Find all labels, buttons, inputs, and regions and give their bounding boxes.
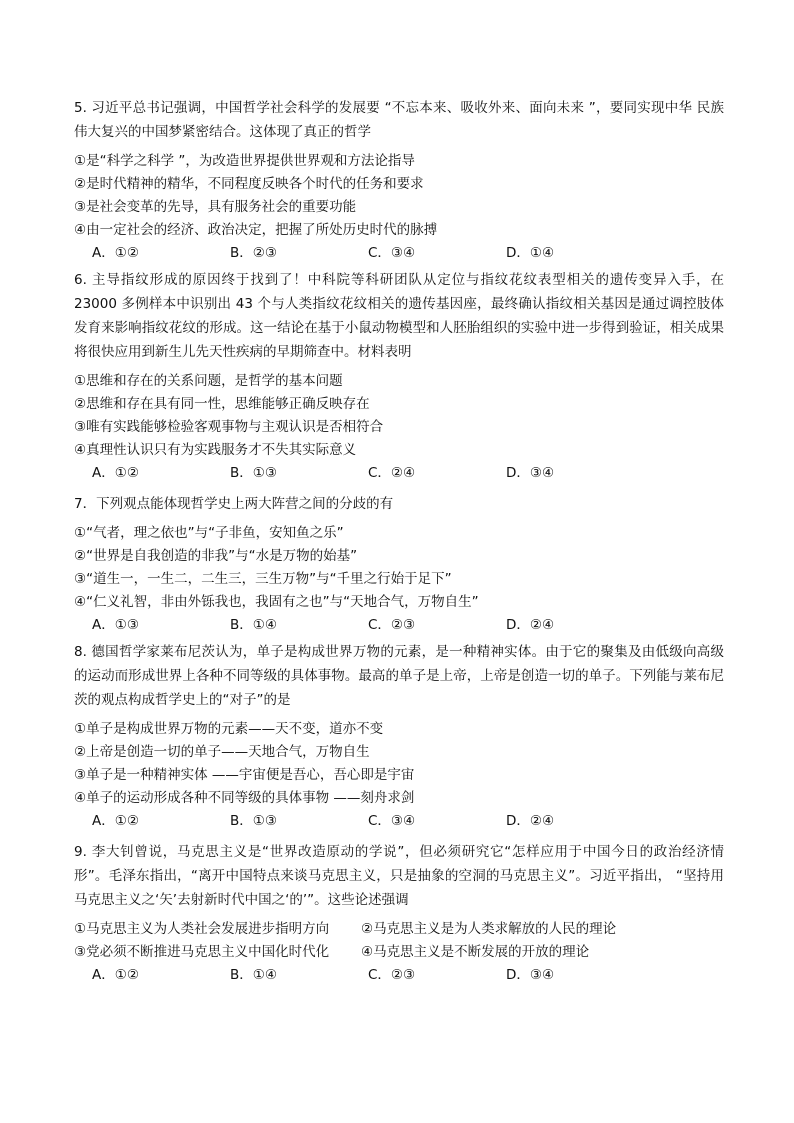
choice-b[interactable]: B．①③ (230, 465, 277, 481)
statement: ②思维和存在具有同一性，思维能够正确反映存在 (74, 396, 370, 412)
question-stem: 8. 德国哲学家莱布尼茨认为，单子是构成世界万物的元素，是一种精神实体。由于它的聚集及由低级向高级的运动而形成世界上各种不同等级的具体事物。最高的单子是上帝，上帝是创造一切的单子。下列能与莱布尼茨的观点构成哲学史上的“对子”的是 (74, 644, 724, 708)
statement: ①“气者，理之依也”与“子非鱼，安知鱼之乐” (74, 525, 344, 541)
answer-choices (74, 242, 724, 265)
statement: ③单子是一种精神实体 ——宇宙便是吾心，吾心即是宇宙 (74, 767, 415, 783)
choice-a[interactable]: A．①② (92, 465, 139, 481)
choice-d[interactable]: D．①④ (506, 245, 555, 261)
statement: ②马克思主义是为人类求解放的人民的理论 (361, 921, 617, 937)
choice-b[interactable]: B．①④ (230, 617, 277, 633)
statement-row (74, 918, 724, 941)
question-stem: 5. 习近平总书记强调，中国哲学社会科学的发展要 “不忘本来、吸收外来、面向未来 ”，要同实现中华 民族伟大复兴的中国梦紧密结合。这体现了真正的哲学 (74, 100, 724, 140)
question-5 (74, 96, 724, 265)
statement-list (74, 522, 724, 614)
statement: ①思维和存在的关系问题，是哲学的基本问题 (74, 373, 343, 389)
choice-a[interactable]: A．①② (92, 245, 139, 261)
question-8 (74, 640, 724, 833)
choice-c[interactable]: C．②③ (368, 617, 416, 633)
statement: ④马克思主义是不断发展的开放的理论 (361, 944, 590, 960)
choice-b[interactable]: B．①③ (230, 813, 277, 829)
statement: ③唯有实践能够检验客观事物与主观认识是否相符合 (74, 419, 384, 435)
choice-b[interactable]: B．①④ (230, 967, 277, 983)
choice-a[interactable]: A．①② (92, 967, 139, 983)
statement: ③党必须不断推进马克思主义中国化时代化 (74, 944, 330, 960)
statement-row (74, 941, 724, 964)
choice-c[interactable]: C．②④ (368, 465, 416, 481)
choice-a[interactable]: A．①③ (92, 617, 139, 633)
answer-choices (74, 462, 724, 485)
choice-c[interactable]: C．③④ (368, 245, 416, 261)
question-stem: 6. 主导指纹形成的原因终于找到了！中科院等科研团队从定位与指纹花纹表型相关的遗传变异入手，在 23000 多例样本中识别出 43 个与人类指纹花纹相关的遗传基因座，最终确认指纹相关基因是通过调控肢体发育来影响指纹花纹的形成。这一结论在基于小鼠动物模型和人胚胎组织的实验中进一步得到验证，相关成果将很快应用到新生儿先天性疾病的早期筛查中。材料表明 (74, 272, 724, 360)
choice-d[interactable]: D．②④ (506, 813, 555, 829)
choice-c[interactable]: C．②③ (368, 967, 416, 983)
choice-d[interactable]: D．③④ (506, 967, 555, 983)
statement: ②“世界是自我创造的非我”与“水是万物的始基” (74, 548, 358, 564)
choice-a[interactable]: A．①② (92, 813, 139, 829)
answer-choices (74, 810, 724, 833)
statement-list (74, 150, 724, 242)
statement: ③是社会变革的先导，具有服务社会的重要功能 (74, 199, 357, 215)
statement-list (74, 370, 724, 462)
statement: ①单子是构成世界万物的元素——天不变，道亦不变 (74, 721, 384, 737)
statement: ③“道生一，一生二，二生三，三生万物”与“千里之行始于足下” (74, 571, 452, 587)
choice-c[interactable]: C．③④ (368, 813, 416, 829)
choice-b[interactable]: B．②③ (230, 245, 277, 261)
statement: ④“仁义礼智，非由外铄我也，我固有之也”与“天地合气，万物自生” (74, 594, 479, 610)
statement: ②上帝是创造一切的单子——天地合气，万物自生 (74, 744, 370, 760)
statement: ②是时代精神的精华，不同程度反映各个时代的任务和要求 (74, 176, 424, 192)
choice-d[interactable]: D．②④ (506, 617, 555, 633)
question-stem: 9. 李大钊曾说，马克思主义是“世界改造原动的学说”，但必须研究它“怎样应用于中国今日的政治经济情形”。毛泽东指出，“离开中国特点来谈马克思主义，只是抽象的空洞的马克思主义”。习近平指出， “坚持用马克思主义之‘矢’去射新时代中国之‘的’”。这些论述强调 (74, 844, 724, 908)
statement: ①马克思主义为人类社会发展进步指明方向 (74, 921, 330, 937)
question-stem: 7．下列观点能体现哲学史上两大阵营之间的分歧的有 (74, 496, 394, 512)
choice-d[interactable]: D．③④ (506, 465, 555, 481)
question-7 (74, 492, 724, 637)
statement-list (74, 918, 724, 964)
statement: ④单子的运动形成各种不同等级的具体事物 ——刻舟求剑 (74, 790, 415, 806)
statement: ①是“科学之科学 ”，为改造世界提供世界观和方法论指导 (74, 153, 415, 169)
answer-choices (74, 614, 724, 637)
statement: ④由一定社会的经济、政治决定，把握了所处历史时代的脉搏 (74, 222, 438, 238)
question-9 (74, 840, 724, 987)
question-6 (74, 268, 724, 485)
statement-list (74, 718, 724, 810)
statement: ④真理性认识只有为实践服务才不失其实际意义 (74, 442, 357, 458)
answer-choices (74, 964, 724, 987)
